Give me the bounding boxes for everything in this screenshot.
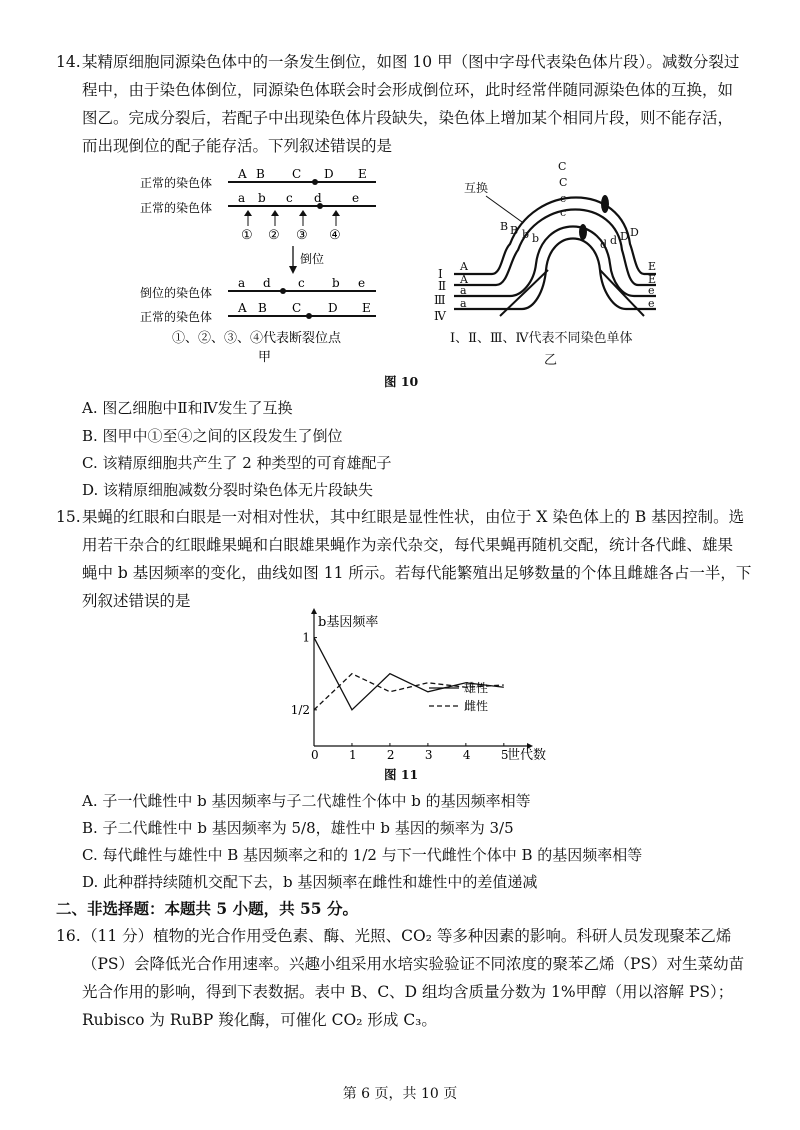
jia-row4-letter: D bbox=[328, 301, 338, 315]
loop-letter: c bbox=[560, 192, 567, 205]
figure-10-caption: 图 10 bbox=[384, 374, 419, 389]
jia-row4-letter: E bbox=[362, 301, 371, 315]
loop-letter: b bbox=[532, 232, 540, 245]
jia-row4-letter: B bbox=[258, 301, 267, 315]
right-letter: e bbox=[648, 284, 655, 297]
jia-row3-letter: a bbox=[238, 276, 246, 290]
y-axis-arrowhead bbox=[311, 608, 317, 614]
loop-letter: B bbox=[510, 224, 519, 237]
q14-line-3: 图乙。完成分裂后，若配子中出现染色体片段缺失，染色体上增加某个相同片段，则不能存活， bbox=[82, 109, 734, 127]
x-tick-label: 1 bbox=[348, 748, 357, 762]
left-letter: A bbox=[460, 273, 468, 286]
jia-row3-label: 倒位的染色体 bbox=[140, 286, 213, 300]
figure-10-yi bbox=[430, 152, 670, 372]
legend-label: 雌性 bbox=[464, 699, 489, 713]
inversion-arrowhead bbox=[289, 266, 297, 274]
y-tick-label: 1/2 bbox=[290, 702, 310, 717]
jia-row4-centromere bbox=[306, 313, 312, 319]
loop-letter: B bbox=[500, 220, 509, 233]
jia-row4-letter: A bbox=[238, 301, 247, 315]
loop-letter: c bbox=[560, 206, 567, 219]
figure-10-jia bbox=[140, 160, 400, 370]
x-tick-label: 0 bbox=[311, 748, 319, 762]
jia-row2-letter: e bbox=[352, 191, 360, 205]
loop-letter: C bbox=[559, 176, 568, 189]
jia-row1-label: 正常的染色体 bbox=[140, 176, 213, 190]
q15-option-c: C. 每代雌性与雄性中 B 基因频率之和的 1/2 与下一代雌性个体中 B 的基因频率相等 bbox=[82, 846, 643, 864]
q16-number: 16. bbox=[56, 927, 81, 945]
q16-line-2: （PS）会降低光合作用速率。兴趣小组采用水培实验验证不同浓度的聚苯乙烯（PS）对生菜幼苗 bbox=[82, 955, 745, 973]
q15-line-1: 果蝇的红眼和白眼是一对相对性状，其中红眼是显性性状，由位于 X 染色体上的 B 基因控制。选 bbox=[82, 508, 745, 526]
jia-row1-letter: D bbox=[324, 167, 334, 181]
q15-option-d: D. 此种群持续随机交配下去，b 基因频率在雌性和雄性中的差值递减 bbox=[82, 873, 538, 891]
jia-row3-letter: d bbox=[263, 276, 271, 290]
q14-option-c: C. 该精原细胞共产生了 2 种类型的可育雄配子 bbox=[82, 454, 392, 472]
loop-letter: d bbox=[600, 238, 608, 251]
swap-pointer bbox=[486, 196, 522, 222]
loop-letter: d bbox=[610, 234, 618, 247]
y-tick-label: 1 bbox=[302, 630, 310, 645]
jia-row2-letter: a bbox=[238, 191, 246, 205]
loop-letter: b bbox=[522, 228, 530, 241]
yi-name: 乙 bbox=[544, 353, 558, 368]
centromere bbox=[601, 195, 609, 213]
figure-11-chart bbox=[286, 606, 547, 763]
jia-row1-letter: A bbox=[238, 167, 247, 181]
jia-row3-letter: b bbox=[332, 276, 340, 290]
loop-letter: D bbox=[620, 230, 629, 243]
break-point-label: ③ bbox=[296, 228, 308, 243]
inversion-label: 倒位 bbox=[300, 252, 325, 266]
jia-note: ①、②、③、④代表断裂位点 bbox=[172, 331, 342, 346]
right-letter: E bbox=[648, 273, 657, 286]
jia-row2-label: 正常的染色体 bbox=[140, 201, 213, 215]
x-tick-label: 4 bbox=[462, 748, 471, 762]
q16-line-3: 光合作用的影响，得到下表数据。表中 B、C、D 组均含质量分数为 1%甲醇（用以溶解 PS）； bbox=[82, 983, 734, 1001]
yi-note: Ⅰ、Ⅱ、Ⅲ、Ⅳ代表不同染色单体 bbox=[450, 331, 633, 346]
jia-row1-letter: B bbox=[256, 167, 265, 181]
break-point-label: ② bbox=[268, 228, 280, 243]
q15-line-4: 列叙述错误的是 bbox=[82, 592, 191, 610]
strand-label: Ⅲ bbox=[434, 293, 446, 307]
q15-option-a: A. 子一代雌性中 b 基因频率与子二代雄性个体中 b 的基因频率相等 bbox=[82, 792, 531, 810]
right-letter: E bbox=[648, 260, 657, 273]
break-arrowhead bbox=[271, 210, 279, 216]
figure-11-caption: 图 11 bbox=[384, 767, 419, 782]
break-arrowhead bbox=[299, 210, 307, 216]
jia-row1-centromere bbox=[312, 179, 318, 185]
q16-line-4: Rubisco 为 RuBP 羧化酶，可催化 CO₂ 形成 C₃。 bbox=[82, 1011, 437, 1029]
right-letter: e bbox=[648, 297, 655, 310]
jia-row4-label: 正常的染色体 bbox=[140, 310, 213, 324]
q14-option-b: B. 图甲中①至④之间的区段发生了倒位 bbox=[82, 427, 343, 445]
jia-row3-centromere bbox=[280, 288, 286, 294]
x-tick-label: 3 bbox=[424, 748, 433, 762]
jia-row2-letter: c bbox=[286, 191, 293, 205]
q15-option-b: B. 子二代雌性中 b 基因频率为 5/8，雄性中 b 基因的频率为 3/5 bbox=[82, 819, 514, 837]
y-axis-label: b基因频率 bbox=[318, 615, 379, 630]
q14-option-a: A. 图乙细胞中Ⅱ和Ⅳ发生了互换 bbox=[82, 399, 293, 417]
x-tick-label: 2 bbox=[386, 748, 395, 762]
left-letter: a bbox=[460, 284, 467, 297]
left-letter: A bbox=[460, 260, 468, 273]
break-point-label: ① bbox=[241, 228, 253, 243]
q14-line-4: 而出现倒位的配子能存活。下列叙述错误的是 bbox=[82, 137, 393, 155]
q14-number: 14. bbox=[56, 53, 81, 71]
jia-row3-letter: c bbox=[298, 276, 305, 290]
jia-row2-letter: d bbox=[314, 191, 322, 205]
loop-letter: D bbox=[630, 226, 639, 239]
legend-label: 雄性 bbox=[464, 681, 489, 695]
jia-name: 甲 bbox=[258, 350, 272, 365]
strand-label: Ⅰ bbox=[438, 267, 443, 281]
q15-line-3: 蝇中 b 基因频率的变化，曲线如图 11 所示。若每代能繁殖出足够数量的个体且雌雄各占一半，下 bbox=[82, 564, 752, 582]
jia-row1-letter: E bbox=[358, 167, 367, 181]
q15-line-2: 用若干杂合的红眼雌果蝇和白眼雄果蝇作为亲代杂交，每代果蝇再随机交配，统计各代雌、雄果 bbox=[82, 536, 734, 554]
q16-line-1: （11 分）植物的光合作用受色素、酶、光照、CO₂ 等多种因素的影响。科研人员发现聚苯乙烯 bbox=[82, 927, 732, 945]
jia-row4-letter: C bbox=[292, 301, 302, 315]
left-letter: a bbox=[460, 297, 467, 310]
page-footer: 第 6 页，共 10 页 bbox=[342, 1086, 458, 1102]
swap-label: 互换 bbox=[464, 181, 489, 195]
jia-row3-letter: e bbox=[358, 276, 366, 290]
strand-label: Ⅱ bbox=[438, 279, 447, 293]
break-point-label: ④ bbox=[329, 228, 341, 243]
centromere bbox=[579, 224, 587, 240]
q14-line-2: 程中，由于染色体倒位，同源染色体联会时会形成倒位环，此时经常伴随同源染色体的互换，如 bbox=[82, 81, 734, 99]
section-2-heading: 二、非选择题：本题共 5 小题，共 55 分。 bbox=[56, 899, 358, 918]
loop-letter: C bbox=[558, 160, 567, 173]
break-arrowhead bbox=[244, 210, 252, 216]
q15-number: 15. bbox=[56, 508, 81, 526]
strand-label: Ⅳ bbox=[434, 309, 446, 323]
q14-line-1: 某精原细胞同源染色体中的一条发生倒位，如图 10 甲（图中字母代表染色体片段）。减数分裂过 bbox=[82, 53, 740, 71]
q14-option-d: D. 该精原细胞减数分裂时染色体无片段缺失 bbox=[82, 481, 374, 499]
x-tick-label: 5 bbox=[500, 748, 509, 762]
x-axis-label: 世代数 bbox=[507, 748, 547, 763]
jia-row1-letter: C bbox=[292, 167, 302, 181]
jia-row2-letter: b bbox=[258, 191, 266, 205]
break-arrowhead bbox=[332, 210, 340, 216]
